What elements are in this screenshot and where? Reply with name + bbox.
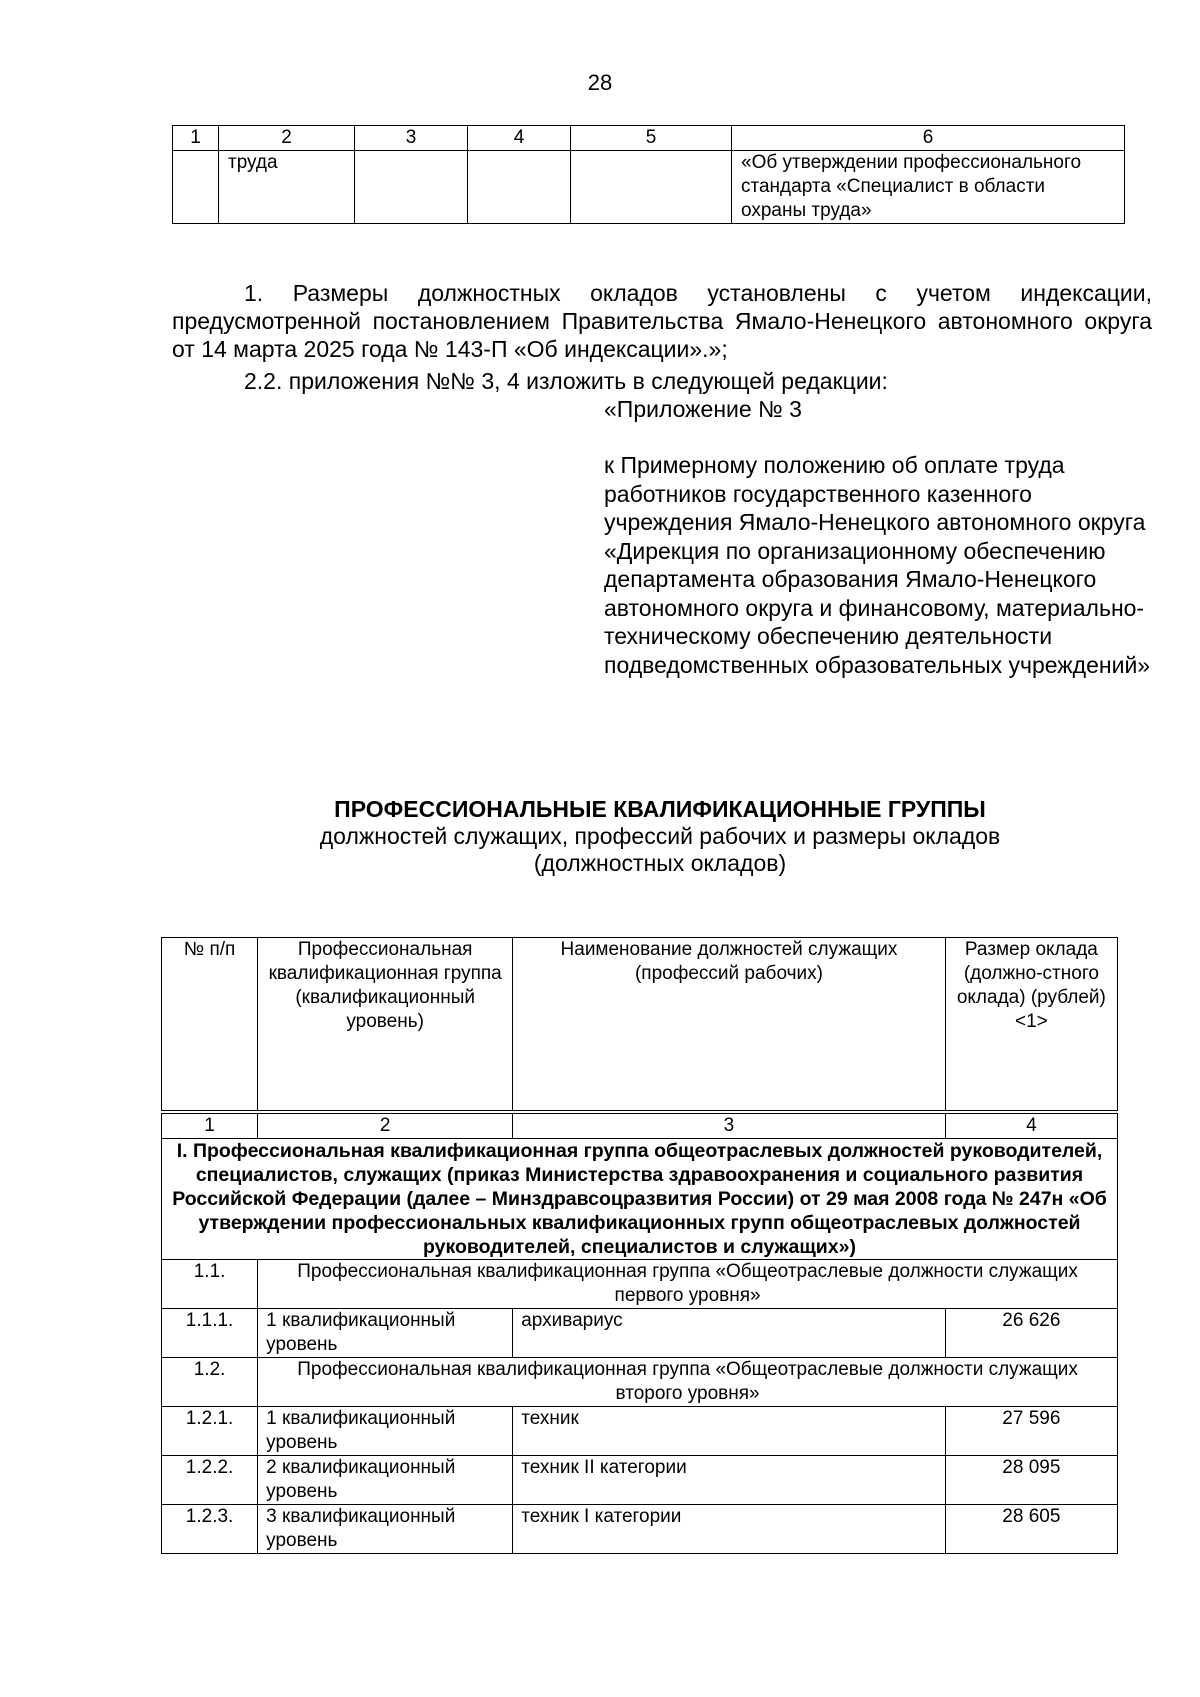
column-number: 1 [162,1112,258,1139]
column-number: 2 [258,1112,513,1139]
row-number: 1.1.1. [162,1309,258,1358]
salary-value: 28 605 [945,1505,1117,1554]
page-number: 28 [587,70,613,95]
position-name: техник [513,1407,946,1456]
table-row [173,151,1125,224]
table-cell [468,151,571,224]
group-row [162,1358,1118,1407]
table-cell: труда [219,151,355,224]
position-name: техник I категории [513,1505,946,1554]
header-cell: № п/п [162,938,258,1113]
heading-subtitle: (должностных окладов) [533,850,787,876]
table-header-row [162,938,1118,1113]
group-number: 1.1. [162,1260,258,1309]
column-number: 4 [945,1112,1117,1139]
qualification-level: 2 квалификационный уровень [258,1456,513,1505]
group-title: Профессиональная квалификационная группа «Общеотраслевые должности служащих первого уровня» [258,1260,1118,1309]
row-number: 1.2.3. [162,1505,258,1554]
column-number: 3 [513,1112,946,1139]
table-row [162,1505,1118,1554]
qualification-level: 1 квалификационный уровень [258,1309,513,1358]
group-title: Профессиональная квалификационная группа «Общеотраслевые должности служащих второго уровня» [258,1358,1118,1407]
group-number: 1.2. [162,1358,258,1407]
header-cell: 3 [355,126,468,151]
heading-title: ПРОФЕССИОНАЛЬНЫЕ КВАЛИФИКАЦИОННЫЕ ГРУППЫ [334,796,986,822]
header-cell: 2 [219,126,355,151]
section-row [162,1139,1118,1260]
annex-body: к Примерному положению об оплате труда работников государственного казенного учреждения Ямало-Ненецкого автономного округа «Дирекция по организационному обеспечению департамента образования Ямало-Ненецкого автономного округа и финансовому, материально-техническому обеспечению деятельности подведомственных образовательных учреждений» [604,452,1151,678]
salary-value: 26 626 [945,1309,1117,1358]
table-cell [571,151,732,224]
qualification-level: 1 квалификационный уровень [258,1407,513,1456]
section-title: I. Профессиональная квалификационная группа общеотраслевых должностей руководителей, специалистов, служащих (приказ Министерства здравоохранения и социального развития Российской Федерации (далее – Минздравсоцразвития России) от 29 мая 2008 года № 247н «Об утверждении профессиональных квалификационных групп общеотраслевых должностей руководителей, специалистов и служащих») [162,1139,1118,1260]
section-heading [160,796,1160,877]
header-cell: 5 [571,126,732,151]
group-row [162,1260,1118,1309]
position-name: техник II категории [513,1456,946,1505]
position-name: архивариус [513,1309,946,1358]
header-cell: 1 [173,126,219,151]
heading-subtitle: должностей служащих, профессий рабочих и размеры окладов [319,823,1001,849]
table-row [162,1309,1118,1358]
row-number: 1.2.2. [162,1456,258,1505]
column-number-row [162,1112,1118,1139]
table-header-row [173,126,1125,151]
header-cell: 6 [732,126,1125,151]
header-cell: 4 [468,126,571,151]
header-cell: Размер оклада (должно-стного оклада) (рублей) <1> [945,938,1117,1113]
annex-title: «Приложение № 3 [604,396,802,422]
qualification-groups-table [161,937,1118,1554]
table-cell [173,151,219,224]
paragraph-indexation: 1. Размеры должностных окладов установлены с учетом индексации, предусмотренной постановлением Правительства Ямало-Ненецкого автономного округа от 14 марта 2025 года № 143-П «Об индексации».»; [172,280,1152,362]
table-cell: «Об утверждении профессионального стандарта «Специалист в области охраны труда» [732,151,1125,224]
row-number: 1.2.1. [162,1407,258,1456]
salary-value: 28 095 [945,1456,1117,1505]
table-row [162,1407,1118,1456]
paragraph-amendment: 2.2. приложения №№ 3, 4 изложить в следующей редакции: [244,368,888,394]
qualification-level: 3 квалификационный уровень [258,1505,513,1554]
header-cell: Наименование должностей служащих (профессий рабочих) [513,938,946,1113]
table-row [162,1456,1118,1505]
table-cell [355,151,468,224]
continuation-table [172,125,1125,224]
salary-value: 27 596 [945,1407,1117,1456]
header-cell: Профессиональная квалификационная группа (квалификационный уровень) [258,938,513,1113]
